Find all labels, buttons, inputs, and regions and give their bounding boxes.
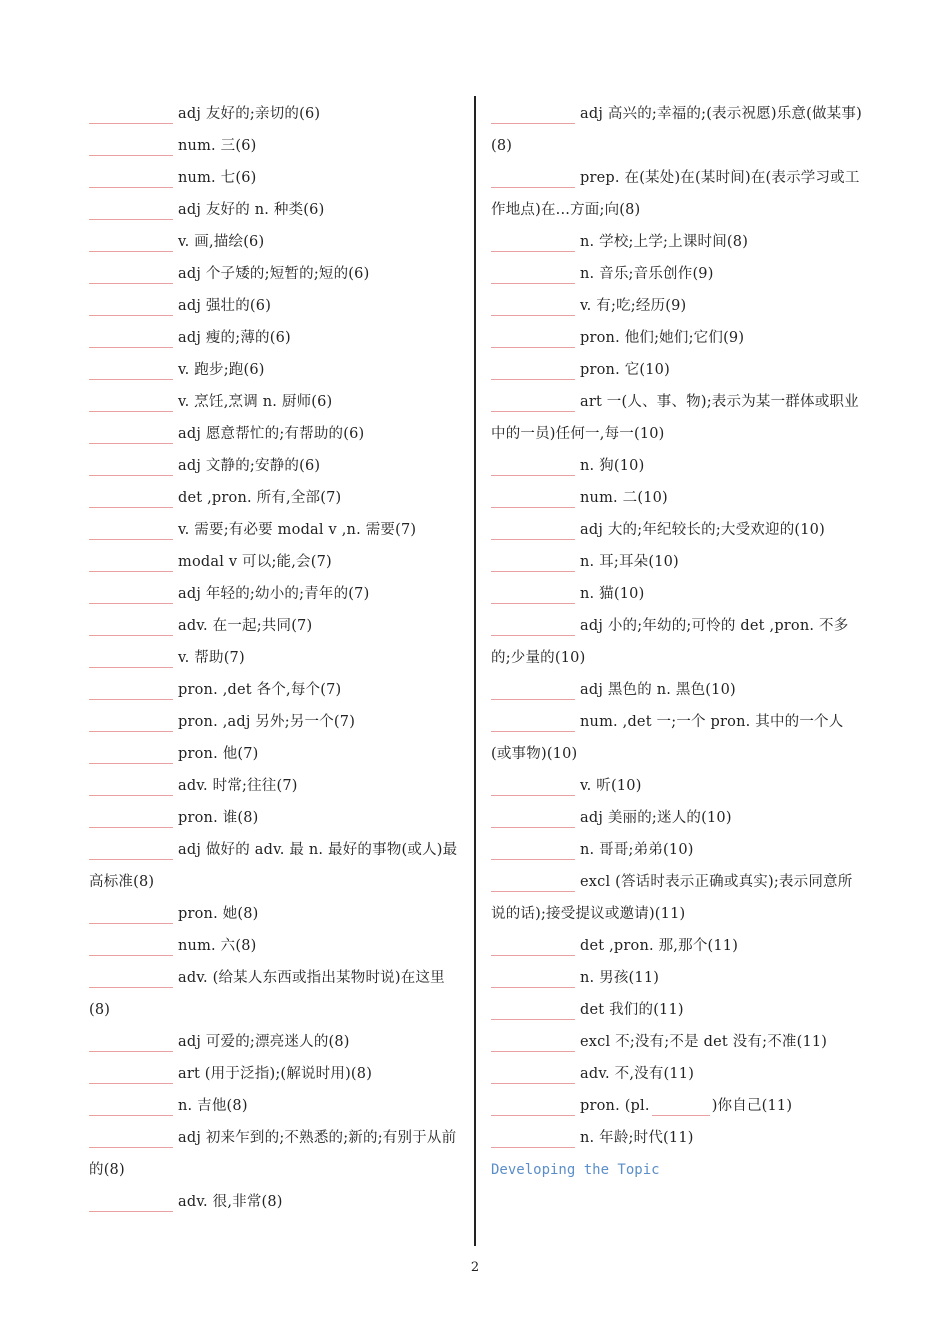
vocab-entry (491, 514, 863, 546)
answer-blank[interactable] (89, 647, 173, 668)
answer-blank[interactable] (491, 263, 575, 284)
entry-text: adj 年轻的;幼小的;青年的(7) (178, 586, 370, 602)
answer-blank[interactable] (491, 871, 575, 892)
entry-text: n. 学校;上学;上课时间(8) (580, 234, 749, 250)
entry-text: adj 个子矮的;短暂的;短的(6) (178, 266, 370, 282)
vocab-entry (491, 674, 863, 706)
answer-blank[interactable] (491, 679, 575, 700)
answer-blank[interactable] (89, 967, 173, 988)
answer-blank[interactable] (89, 679, 173, 700)
entry-text: adj 做好的 adv. 最 n. 最好的事物(或人)最高标准(8) (89, 842, 458, 890)
vocab-entry (89, 258, 461, 290)
vocab-entry (89, 482, 461, 514)
answer-blank[interactable] (491, 1127, 575, 1148)
answer-blank[interactable] (89, 519, 173, 540)
entry-text: adj 初来乍到的;不熟悉的;新的;有别于从前的(8) (89, 1130, 457, 1178)
entry-text: prep. 在(某处)在(某时间)在(表示学习或工作地点)在...方面;向(8) (491, 170, 860, 218)
answer-blank[interactable] (89, 935, 173, 956)
vocab-entry (491, 98, 863, 162)
vocab-entry (491, 322, 863, 354)
entry-text: num. ,det 一;一个 pron. 其中的一个人(或事物)(10) (491, 714, 844, 762)
answer-blank[interactable] (491, 839, 575, 860)
entry-text: adj 美丽的;迷人的(10) (580, 810, 732, 826)
vocab-entry (89, 834, 461, 898)
vocab-entry (89, 674, 461, 706)
entry-text: adj 小的;年幼的;可怜的 det ,pron. 不多的;少量的(10) (491, 618, 849, 666)
answer-blank[interactable] (491, 935, 575, 956)
answer-blank[interactable] (89, 775, 173, 796)
answer-blank[interactable] (89, 455, 173, 476)
answer-blank[interactable] (491, 487, 575, 508)
entry-text: adj 瘦的;薄的(6) (178, 330, 291, 346)
answer-blank[interactable] (89, 1063, 173, 1084)
answer-blank[interactable] (491, 1063, 575, 1084)
answer-blank[interactable] (491, 359, 575, 380)
answer-blank[interactable] (491, 167, 575, 188)
vocab-entry (89, 1122, 461, 1186)
answer-blank[interactable] (89, 167, 173, 188)
entry-text: num. 七(6) (178, 170, 257, 186)
entry-text: n. 狗(10) (580, 458, 645, 474)
vocab-entry (491, 578, 863, 610)
vocab-entry (491, 706, 863, 770)
answer-blank[interactable] (89, 1127, 173, 1148)
entry-text: pron. 他(7) (178, 746, 259, 762)
answer-blank[interactable] (89, 583, 173, 604)
answer-blank[interactable] (491, 231, 575, 252)
entry-text: adv. 在一起;共同(7) (178, 618, 313, 634)
entry-text: adj 文静的;安静的(6) (178, 458, 321, 474)
vocab-entry (89, 98, 461, 130)
answer-blank[interactable] (491, 775, 575, 796)
vocab-entry (491, 1026, 863, 1058)
entry-text: excl (答话时表示正确或真实);表示同意所说的话);接受提议或邀请)(11) (491, 874, 853, 922)
answer-blank[interactable] (89, 487, 173, 508)
answer-blank[interactable] (491, 295, 575, 316)
entry-text: n. 吉他(8) (178, 1098, 248, 1114)
vocab-entry (491, 834, 863, 866)
vocab-entry (89, 706, 461, 738)
answer-blank[interactable] (89, 103, 173, 124)
answer-blank[interactable] (491, 391, 575, 412)
entry-text: v. 听(10) (580, 778, 642, 794)
section-heading: Developing the Topic (491, 1162, 660, 1178)
entry-text: adj 强壮的(6) (178, 298, 272, 314)
entry-text: n. 猫(10) (580, 586, 645, 602)
entry-text: adv. 很,非常(8) (178, 1194, 283, 1210)
answer-blank[interactable] (89, 1095, 173, 1116)
vocab-entry (89, 802, 461, 834)
answer-blank[interactable] (89, 839, 173, 860)
answer-blank[interactable] (89, 359, 173, 380)
answer-blank[interactable] (491, 327, 575, 348)
vocab-entry (89, 738, 461, 770)
entry-text: excl 不;没有;不是 det 没有;不准(11) (580, 1034, 828, 1050)
entry-text: n. 男孩(11) (580, 970, 660, 986)
vocab-entry (491, 1058, 863, 1090)
entry-text: num. 三(6) (178, 138, 257, 154)
vocab-entry (89, 130, 461, 162)
entry-text: n. 哥哥;弟弟(10) (580, 842, 694, 858)
answer-blank[interactable] (89, 135, 173, 156)
vocab-entry (491, 290, 863, 322)
vocab-entry (491, 482, 863, 514)
vocab-entry (89, 418, 461, 450)
answer-blank[interactable] (491, 519, 575, 540)
entry-text: pron. 谁(8) (178, 810, 259, 826)
vocab-entry (89, 546, 461, 578)
entry-text: adj 友好的 n. 种类(6) (178, 202, 325, 218)
entry-text: pron. 它(10) (580, 362, 670, 378)
vocab-entry (491, 1122, 863, 1154)
entry-text: adv. 时常;往往(7) (178, 778, 298, 794)
answer-blank[interactable] (89, 295, 173, 316)
entry-text: v. 需要;有必要 modal v ,n. 需要(7) (178, 522, 417, 538)
entry-text: v. 有;吃;经历(9) (580, 298, 687, 314)
entry-text: )你自己(11) (711, 1098, 793, 1114)
answer-blank[interactable] (491, 583, 575, 604)
answer-blank[interactable] (89, 807, 173, 828)
plural-answer-blank[interactable] (652, 1095, 710, 1116)
vocab-entry (491, 610, 863, 674)
answer-blank[interactable] (89, 1031, 173, 1052)
answer-blank[interactable] (491, 967, 575, 988)
answer-blank[interactable] (491, 807, 575, 828)
answer-blank[interactable] (89, 1191, 173, 1212)
vocab-entry (491, 354, 863, 386)
entry-text: n. 音乐;音乐创作(9) (580, 266, 714, 282)
entry-text: det 我们的(11) (580, 1002, 684, 1018)
entry-text: det ,pron. 那,那个(11) (580, 938, 739, 954)
left-column (89, 98, 461, 1218)
vocab-entry (89, 930, 461, 962)
vocab-entry (89, 962, 461, 1026)
entry-text: n. 耳;耳朵(10) (580, 554, 679, 570)
entry-text: det ,pron. 所有,全部(7) (178, 490, 342, 506)
entry-text: adj 可爱的;漂亮迷人的(8) (178, 1034, 350, 1050)
vocab-entry (491, 930, 863, 962)
answer-blank[interactable] (89, 615, 173, 636)
vocab-entry (89, 514, 461, 546)
vocab-entry-yourself (491, 1090, 863, 1122)
vocab-entry (89, 194, 461, 226)
entry-text: pron. 她(8) (178, 906, 259, 922)
vocab-entry (491, 546, 863, 578)
answer-blank[interactable] (89, 423, 173, 444)
vocab-entry (89, 226, 461, 258)
vocab-entry (89, 450, 461, 482)
answer-blank[interactable] (89, 711, 173, 732)
vocab-entry (491, 994, 863, 1026)
vocab-entry (89, 290, 461, 322)
answer-blank[interactable] (89, 903, 173, 924)
answer-blank[interactable] (89, 391, 173, 412)
vocab-entry (89, 1026, 461, 1058)
vocab-entry (491, 802, 863, 834)
entry-text: pron. (pl. (580, 1098, 650, 1114)
vocab-entry (89, 354, 461, 386)
vocab-entry (89, 610, 461, 642)
answer-blank[interactable] (491, 551, 575, 572)
vocab-entry (89, 386, 461, 418)
right-column (491, 98, 863, 1186)
answer-blank[interactable] (89, 231, 173, 252)
entry-text: adj 友好的;亲切的(6) (178, 106, 321, 122)
entry-text: v. 烹饪,烹调 n. 厨师(6) (178, 394, 333, 410)
vocab-entry (491, 386, 863, 450)
answer-blank[interactable] (491, 1095, 575, 1116)
entry-text: adj 大的;年纪较长的;大受欢迎的(10) (580, 522, 825, 538)
entry-text: adv. 不,没有(11) (580, 1066, 695, 1082)
entry-text: num. 二(10) (580, 490, 668, 506)
vocab-entry (89, 1186, 461, 1218)
vocab-entry (89, 162, 461, 194)
entry-text: n. 年龄;时代(11) (580, 1130, 694, 1146)
entry-text: art (用于泛指);(解说时用)(8) (178, 1066, 373, 1082)
column-divider (474, 96, 476, 1246)
entry-text: num. 六(8) (178, 938, 257, 954)
entry-text: v. 帮助(7) (178, 650, 245, 666)
entry-text: adj 高兴的;幸福的;(表示祝愿)乐意(做某事)(8) (491, 106, 862, 154)
entry-text: pron. ,det 各个,每个(7) (178, 682, 342, 698)
vocab-entry (491, 162, 863, 226)
entry-text: modal v 可以;能,会(7) (178, 554, 332, 570)
vocab-entry (89, 770, 461, 802)
vocab-entry (491, 450, 863, 482)
entry-text: pron. ,adj 另外;另一个(7) (178, 714, 356, 730)
answer-blank[interactable] (491, 999, 575, 1020)
answer-blank[interactable] (491, 615, 575, 636)
vocab-entry (89, 578, 461, 610)
vocab-entry (491, 226, 863, 258)
entry-text: v. 跑步;跑(6) (178, 362, 265, 378)
entry-text: art 一(人、事、物);表示为某一群体或职业中的一员)任何一,每一(10) (491, 394, 859, 442)
answer-blank[interactable] (89, 199, 173, 220)
answer-blank[interactable] (89, 327, 173, 348)
vocab-entry (491, 258, 863, 290)
vocab-entry (89, 322, 461, 354)
entry-text: v. 画,描绘(6) (178, 234, 265, 250)
vocab-entry (89, 898, 461, 930)
answer-blank[interactable] (491, 455, 575, 476)
page-number: 2 (470, 1260, 480, 1275)
answer-blank[interactable] (89, 551, 173, 572)
vocab-entry (491, 962, 863, 994)
entry-text: pron. 他们;她们;它们(9) (580, 330, 745, 346)
vocab-entry (89, 1090, 461, 1122)
vocab-entry (491, 770, 863, 802)
vocab-entry (491, 866, 863, 930)
answer-blank[interactable] (491, 103, 575, 124)
vocab-entry (89, 642, 461, 674)
answer-blank[interactable] (89, 743, 173, 764)
answer-blank[interactable] (491, 711, 575, 732)
answer-blank[interactable] (491, 1031, 575, 1052)
entry-text: adj 愿意帮忙的;有帮助的(6) (178, 426, 365, 442)
entry-text: adv. (给某人东西或指出某物时说)在这里(8) (89, 970, 445, 1018)
vocab-entry (89, 1058, 461, 1090)
entry-text: adj 黑色的 n. 黑色(10) (580, 682, 736, 698)
answer-blank[interactable] (89, 263, 173, 284)
